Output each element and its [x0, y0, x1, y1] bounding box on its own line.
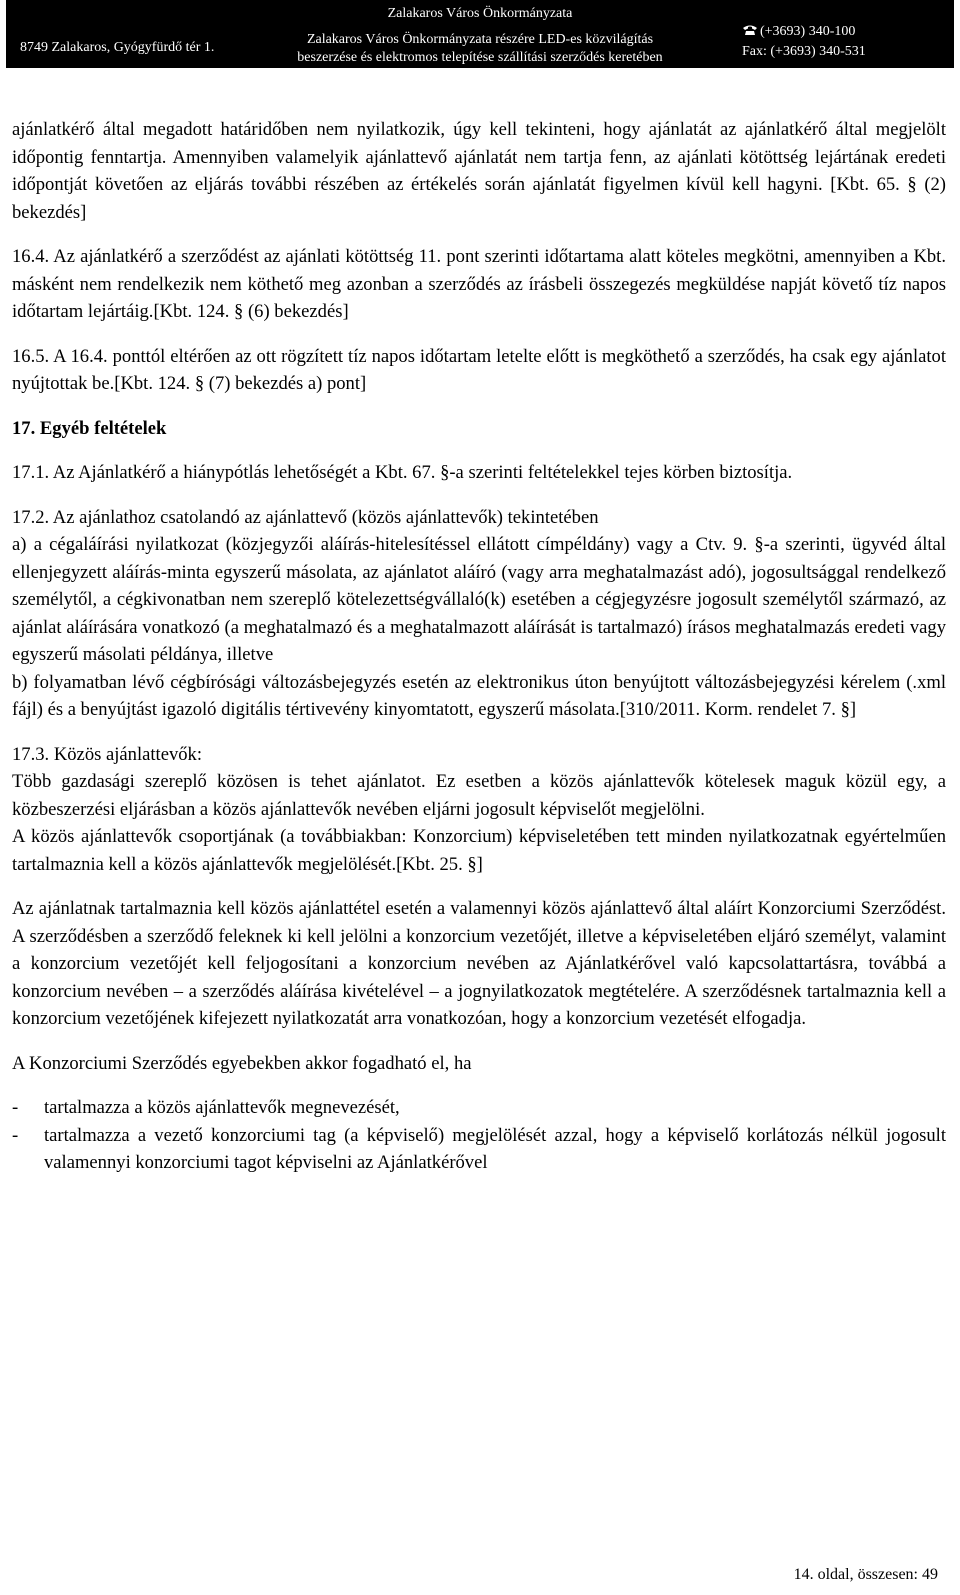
header-phone: (+3693) 340-100: [760, 24, 856, 39]
header-project-line1: Zalakaros Város Önkormányzata részére LED-es közvilágítás: [306, 32, 654, 47]
paragraph-offer-validity: ajánlatkérő által megadott határidőben nem nyilatkozik, úgy kell tekinteni, hogy ajánlatát az ajánlatkérő által megjelölt időpontig fenntartja. Amennyiben valamelyik ajánlattevő ajánlatát nem tartja fenn, az ajánlati kötöttség lejártának eredeti időpontját követően az eljárás további részében az értékelés során ajánlatát figyelmen kívül kell hagyni. [Kbt. 65. § (2) bekezdés]: [12, 119, 946, 223]
list-item-text: tartalmazza a vezető konzorciumi tag (a képviselő) megjelölését azzal, hogy a képviselő korlátozás nélkül jogosult valamennyi konzorciumi tagot képviselni az Ajánlatkérővel: [44, 1124, 946, 1173]
section-heading-17: 17. Egyéb feltételek: [12, 417, 167, 439]
paragraph-consortium-agreement: Az ajánlatnak tartalmaznia kell közös ajánlattétel esetén a valamennyi közös ajánlattevő által aláírt Konzorciumi Szerződést. A szerződésben a szerződő feleknek ki kell jelölni a konzorcium vezetőjét, illetve a képviseletében eljáró személyt, valamint a konzorcium vezetőjét kell feljogosítani a konzorcium nevében az Ajánlatkérővel való kapcsolattartásra, továbbá a konzorcium nevében – a szerződés aláírása kivételével – a jognyilatkozatok megtételére. A szerződésnek tartalmaznia kell a konzorcium vezetőjének kifejezett nyilatkozatát arra vonatkozóan, hogy a konzorcium vezetését elfogadja.: [12, 898, 946, 1029]
paragraph-joint-bidders: Több gazdasági szereplő közösen is tehet ajánlatot. Ez esetben a közös ajánlattevők kötelesek maguk közül egy, a közbeszerzési eljárásban a közös ajánlattevők nevében eljárni jogosult képviselőt megjelölni.: [12, 771, 946, 820]
paragraph-consortium-statements: A közös ajánlattevők csoportjának (a továbbiakban: Konzorcium) képviseletében tett minden nyilatkozatnak egyértelműen tartalmaznia kell a közös ajánlattevők megjelölését.[Kbt. 25. §]: [12, 826, 946, 875]
paragraph-17-2-a: a) a cégaláírási nyilatkozat (közjegyzői aláírás-hitelesítéssel ellátott címpéldány) vagy a Ctv. 9. §-a szerinti, ügyvéd által ellenjegyzett aláírás-minta egyszerű másolata, az ajánlatot aláíró (vagy arra meghatalmazást adó), jogosultsággal rendelkező személytől, a cégkivonatban nem szereplő kötelezettségvállaló(k) esetében a cégjegyzésre jogosult személytől származó, az ajánlat aláírására vonatkozó (a meghatalmazó és a meghatalmazott aláírását is tartalmazó) írásos meghatalmazás eredeti vagy egyszerű másolati példánya, illetve: [12, 534, 946, 665]
paragraph-acceptance-conditions: A Konzorciumi Szerződés egyebekben akkor fogadható el, ha: [12, 1052, 472, 1074]
header-fax: Fax: (+3693) 340-531: [742, 44, 866, 59]
paragraph-17-2: 17.2. Az ajánlathoz csatolandó az ajánlattevő (közös ajánlattevők) tekintetében: [12, 506, 599, 528]
list-marker: -: [12, 1124, 19, 1146]
list-item: [12, 1122, 946, 1177]
paragraph-17-2-b: b) folyamatban lévő cégbírósági változásbejegyzés esetén az elektronikus úton benyújtott változásbejegyzési kérelem (.xml fájl) és a benyújtást igazoló digitális tértivevény kinyomtatott, egyszerű másolata.[310/2011. Korm. rendelet 7. §]: [12, 671, 946, 720]
list-item: [12, 1094, 946, 1122]
page-number: 14. oldal, összesen: 49: [793, 1566, 938, 1583]
paragraph-17-3: 17.3. Közös ajánlattevők:: [12, 743, 203, 765]
paragraph-16-4: 16.4. Az ajánlatkérő a szerződést az ajánlati kötöttség 11. pont szerinti időtartama alatt köteles megkötni, amennyiben a Kbt. másként nem rendelkezik nem köthető meg azonban a szerződés az írásbeli összegezés megküldése napját követő tíz napos időtartam lejártáig.[Kbt. 124. § (6) bekezdés]: [12, 246, 946, 322]
phone-icon: [742, 23, 758, 35]
document-body: [12, 116, 946, 1177]
header-contact: [742, 22, 866, 62]
header-address: 8749 Zalakaros, Gyógyfürdő tér 1.: [20, 40, 215, 55]
header-project: [260, 31, 700, 67]
paragraph-17-1: 17.1. Az Ajánlatkérő a hiánypótlás lehetőségét a Kbt. 67. §-a szerinti feltételekkel tejes körben biztosítja.: [12, 462, 793, 483]
header-project-line2: beszerzése és elektromos telepítése szállítási szerződés keretében: [297, 50, 663, 65]
header-org-name: Zalakaros Város Önkormányzata: [387, 6, 573, 21]
list-marker: -: [12, 1097, 19, 1118]
page-header: [0, 0, 960, 80]
paragraph-16-5: 16.5. A 16.4. ponttól eltérően az ott rögzített tíz napos időtartam letelte előtt is megköthető a szerződés, ha csak egy ajánlatot nyújtottak be.[Kbt. 124. § (7) bekezdés a) pont]: [12, 345, 946, 394]
header-phone-row: [742, 22, 866, 42]
list-item-text: tartalmazza a közös ajánlattevők megnevezését,: [44, 1097, 400, 1118]
